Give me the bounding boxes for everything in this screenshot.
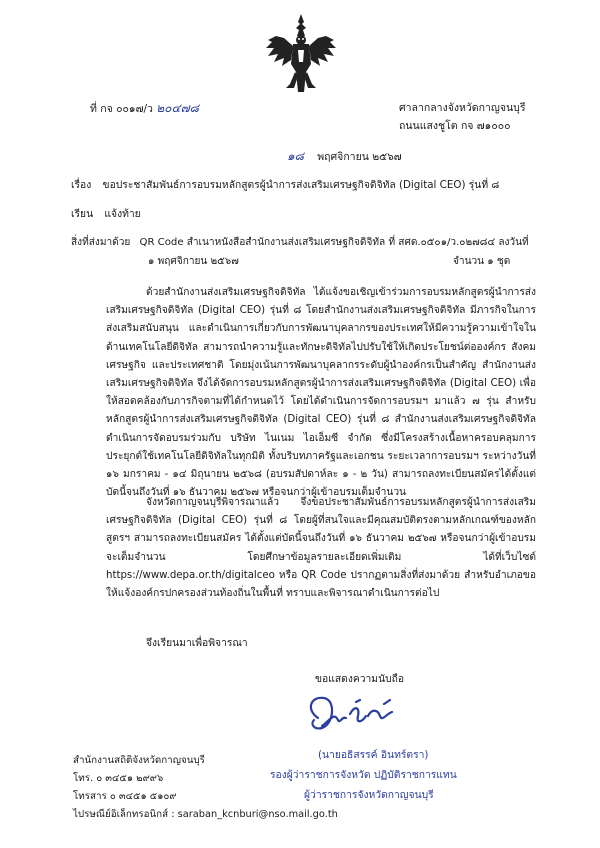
document-date [287, 147, 402, 166]
sender-office: ศาลากลางจังหวัดกาญจนบุรี [399, 102, 526, 114]
body-paragraph-2: จังหวัดกาญจนบุรีพิจารณาแล้ว จึงขอประชาสัมพันธ์การอบรมหลักสูตรผู้นำการส่งเสริมเศรษฐกิจดิจิทัล (Digital CEO) รุ่นที่ ๘ โดยผู้ที่สนใจและมีคุณสมบัติตรงตามหลักเกณฑ์ของหลักสูตรฯ สามารถลงทะเบียนสมัคร ได้ตั้งแต่บัดนี้จนถึงวันที่ ๑๖ ธันวาคม ๒๕๖๗ หรือจนกว่าผู้เข้าอบรมจะเต็มจำนวน โดยศึกษาข้อมูลรายละเอียดเพิ่มเติม ได้ที่เว็บไซต์ https://www.depa.or.th/digitalceo หรือ QR Code ปรากฏตามสิ่งที่ส่งมาด้วย สำหรับอำเภอขอให้แจ้งองค์กรปกครองส่วนท้องถิ่นในพื้นที่ ทราบและพิจารณาดำเนินการต่อไป [106, 497, 536, 600]
handwritten-signature-icon [300, 690, 420, 740]
body-paragraph-1: ด้วยสำนักงานส่งเสริมเศรษฐกิจดิจิทัล ได้แจ้งขอเชิญเข้าร่วมการอบรมหลักสูตรผู้นำการส่งเสริมเศรษฐกิจดิจิทัล (Digital CEO) รุ่นที่ ๘ โดยสำนักงานส่งเสริมเศรษฐกิจดิจิทัล มีภารกิจในการส่งเสริมสนับสนุน และดำเนินการเกี่ยวกับการพัฒนาบุคลากรของประเทศให้มีความรู้ความเข้าใจในด้านเทคโนโลยีดิจิทัล สามารถนำความรู้และทักษะดิจิทัลไปปรับใช้ให้เกิดประโยชน์ต่อองค์กร สังคม เศรษฐกิจ และประเทศชาติ โดยมุ่งเน้นการพัฒนาบุคลากรระดับผู้นำองค์กรเป็นสำคัญ สำนักงานส่งเสริมเศรษฐกิจดิจิทัล จึงได้จัดการอบรมหลักสูตรผู้นำการส่งเสริมเศรษฐกิจดิจิทัล (Digital CEO) เพื่อให้สอดคล้องกับภารกิจตามที่ได้กำหนดไว้ โดยได้ดำเนินการจัดการอบรมฯ มาแล้ว ๗ รุ่น สำหรับหลักสูตรผู้นำการส่งเสริมเศรษฐกิจดิจิทัล (Digital CEO) รุ่นที่ ๘ สำนักงานส่งเสริมเศรษฐกิจดิจิทัล ดำเนินการจัดอบรมร่วมกับ บริษัท ไนเนม ไอเอ็มซี จำกัด ซึ่งมีโครงสร้างเนื้อหาครอบคลุมการประยุกต์ใช้เทคโนโลยีดิจิทัลในทุกมิติ ทั้งบริบทภาครัฐและเอกชน ระยะเวลาการอบรมฯ ระหว่างวันที่ ๑๖ มกราคม - ๑๔ มิถุนายน ๒๕๖๘ (อบรมสัปดาห์ละ ๑ - ๒ วัน) สามารถลงทะเบียนสมัครได้ตั้งแต่บัดนี้จนถึงวันที่ ๑๖ ธันวาคม ๒๕๖๗ หรือจนกว่าผู้เข้าอบรมเต็มจำนวน [106, 287, 536, 499]
date-handwritten-day: ๑๘ [287, 149, 304, 163]
signature-closing: ขอแสดงความนับถือ [315, 673, 405, 685]
enclosure-quantity: จำนวน ๑ ชุด [453, 256, 511, 267]
enclosure-text-1: QR Code สำเนาหนังสือสำนักงานส่งเสริมเศรษฐกิจดิจิทัล ที่ สศด.๐๕๐๑/ว.๐๒๗๘๔ ลงวันที่ [139, 237, 529, 248]
footer-fax: โทรสาร ๐ ๓๔๕๑ ๕๑๐๙ [73, 791, 177, 802]
garuda-emblem-icon [262, 12, 340, 98]
subject-text: ขอประชาสัมพันธ์การอบรมหลักสูตรผู้นำการส่งเสริมเศรษฐกิจดิจิทัล (Digital CEO) รุ่นที่ ๘ [102, 179, 500, 191]
footer-phone: โทร. ๐ ๓๔๕๑ ๒๙๙๖ [73, 773, 164, 784]
doc-number-handwritten: ๒๐๔๗๘ [156, 101, 199, 115]
enclosure-label: สิ่งที่ส่งมาด้วย [71, 237, 131, 248]
to-line [71, 205, 141, 222]
to-label: เรียน [71, 208, 94, 220]
sender-address: ถนนแสงชูโต กจ ๗๑๐๐๐ [399, 120, 511, 132]
signer-position-2: ผู้ว่าราชการจังหวัดกาญจนบุรี [304, 789, 434, 801]
date-month-year: พฤศจิกายน ๒๕๖๗ [317, 151, 402, 163]
signer-name: (นายอธิสรรค์ อินทร์ตรา) [318, 749, 429, 761]
footer-email: ไปรษณีย์อิเล็กทรอนิกส์ : saraban_kcnburi@nso.mail.go.th [73, 809, 338, 820]
to-text: แจ้งท้าย [104, 208, 141, 220]
enclosure-line-1 [71, 234, 529, 250]
doc-number [90, 99, 199, 118]
doc-number-prefix: ที่ กจ ๐๐๑๗/ว [90, 103, 153, 115]
enclosure-text-2: ๑ พฤศจิกายน ๒๕๖๗ [148, 256, 239, 267]
signer-position-1: รองผู้ว่าราชการจังหวัด ปฏิบัติราชการแทน [270, 769, 457, 781]
footer-office: สำนักงานสถิติจังหวัดกาญจนบุรี [73, 755, 205, 766]
closing-request: จึงเรียนมาเพื่อพิจารณา [146, 637, 248, 649]
subject-label: เรื่อง [71, 179, 92, 191]
subject-line [71, 176, 499, 193]
